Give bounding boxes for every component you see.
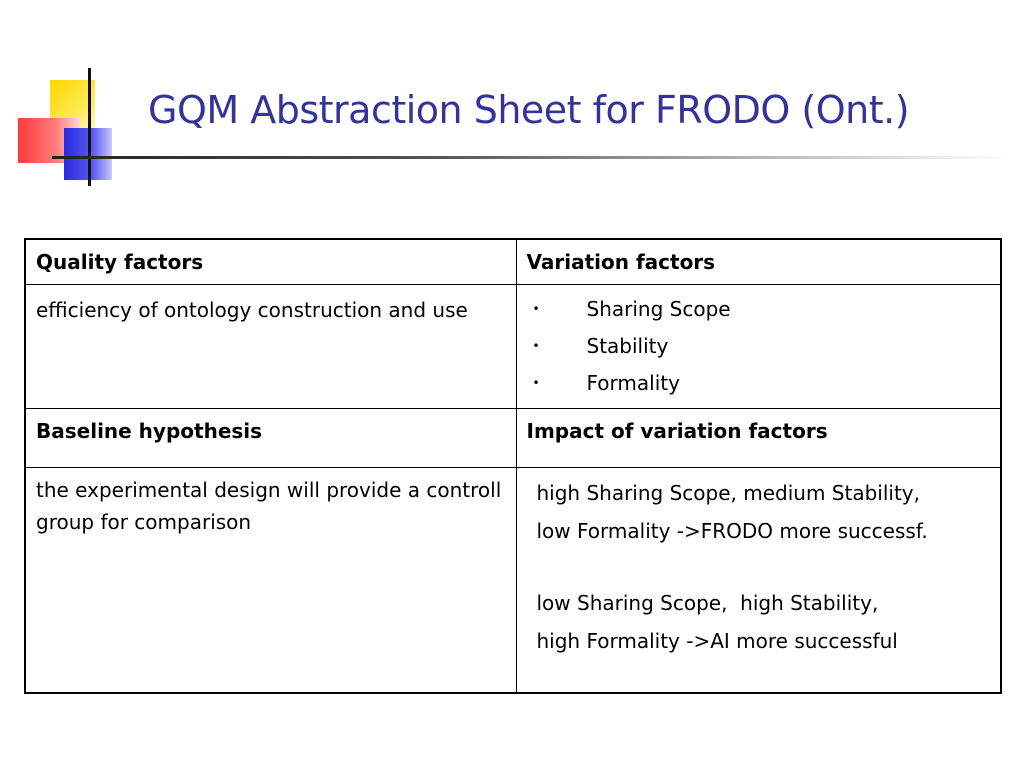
- impact-line: high Formality ->AI more successful: [536, 629, 898, 653]
- list-item: • Stability: [527, 328, 991, 365]
- bullet-icon: •: [532, 339, 540, 353]
- slide-title: GQM Abstraction Sheet for FRODO (Ont.): [148, 88, 910, 132]
- bullet-icon: •: [532, 376, 540, 390]
- slide-logo: [0, 0, 150, 190]
- variation-factors-header: Variation factors: [516, 239, 1001, 285]
- baseline-hypothesis-cell: [25, 468, 516, 694]
- table-header-row: [25, 409, 1001, 468]
- quality-factor-text: efficiency of ontology construction and use: [36, 298, 468, 322]
- impact-cell: [516, 468, 1001, 694]
- quality-factor-cell: [25, 285, 516, 409]
- abstraction-sheet-table: [24, 238, 1002, 694]
- quality-factors-header: Quality factors: [25, 239, 516, 285]
- impact-line: low Sharing Scope, high Stability,: [536, 591, 879, 615]
- impact-header: Impact of variation factors: [516, 409, 1001, 468]
- bullet-icon: •: [532, 302, 540, 316]
- baseline-hypothesis-text: the experimental design will provide a controll group for comparison: [36, 478, 502, 534]
- table-header-row: [25, 239, 1001, 285]
- variation-factors-cell: [516, 285, 1001, 409]
- variation-factors-list: [527, 291, 991, 402]
- table-row: [25, 285, 1001, 409]
- list-item: • Formality: [527, 365, 991, 402]
- logo-vertical-line: [88, 68, 91, 186]
- table-row: [25, 468, 1001, 694]
- impact-line: high Sharing Scope, medium Stability,: [536, 481, 920, 505]
- baseline-hypothesis-header: Baseline hypothesis: [25, 409, 516, 468]
- impact-line: low Formality ->FRODO more successf.: [536, 519, 928, 543]
- list-item: • Sharing Scope: [527, 291, 991, 328]
- title-underline: [54, 156, 1014, 159]
